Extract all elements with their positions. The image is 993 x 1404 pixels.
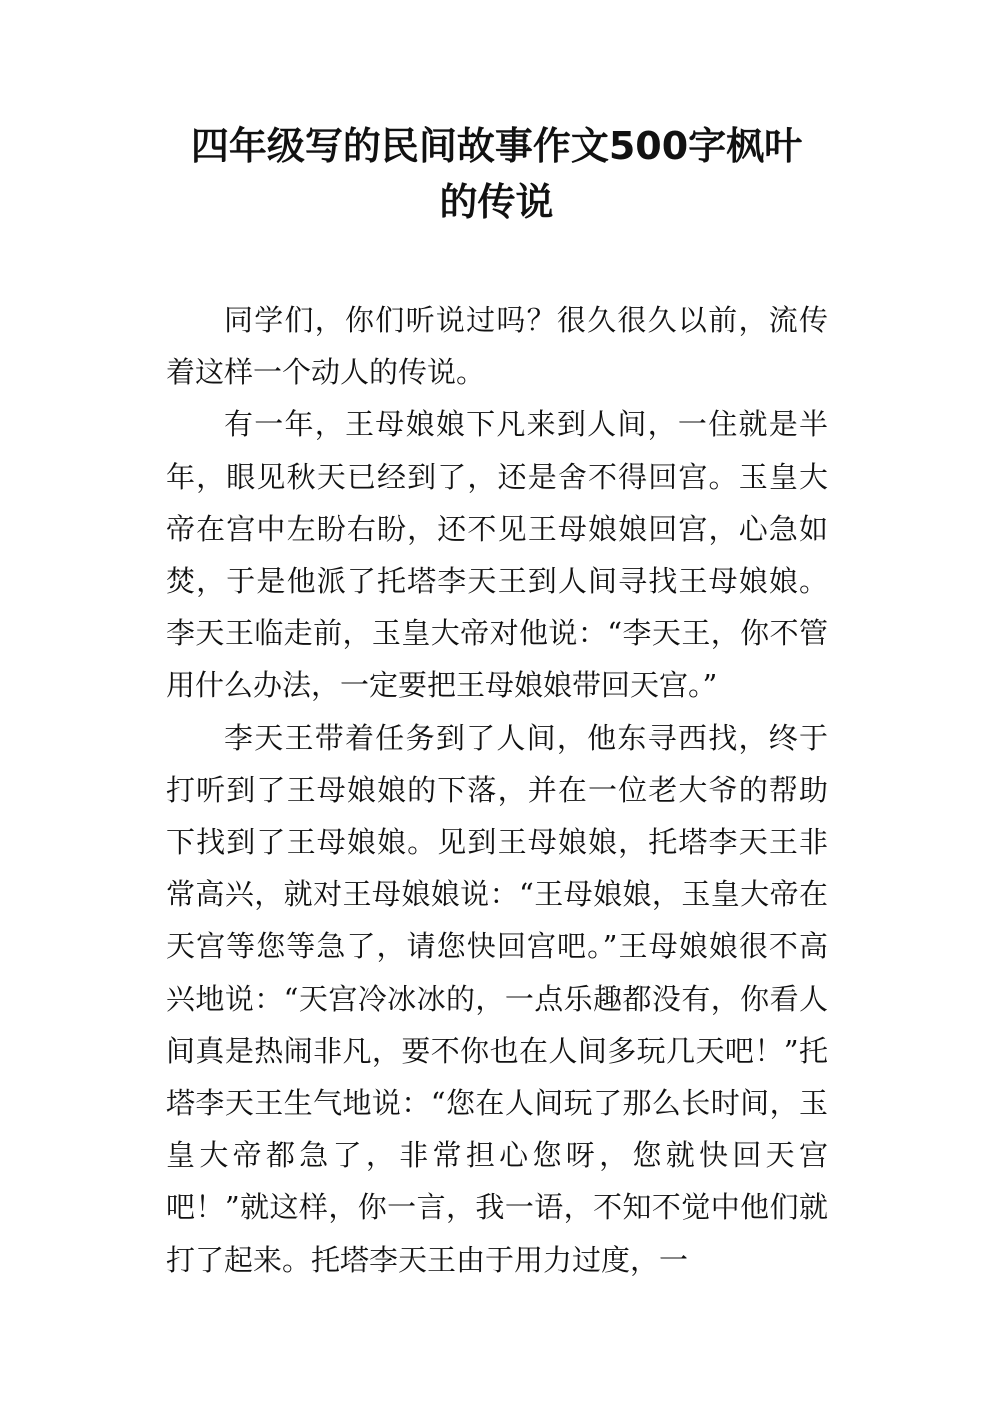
paragraph-3: 李天王带着任务到了人间，他东寻西找，终于打听到了王母娘娘的下落，并在一位老大爷的帮助下找到了王母娘娘。见到王母娘娘，托塔李天王非常高兴，就对王母娘娘说：“王母娘娘，玉皇大帝在天宫等您等急了，请您快回宫吧。”王母娘娘很不高兴地说：“天宫冷冰冰的，一点乐趣都没有，你看人间真是热闹非凡，要不你也在人间多玩几天吧！”托塔李天王生气地说：“您在人间玩了那么长时间，玉皇大帝都急了，非常担心您呀，您就快回天宫吧！”就这样，你一言，我一语，不知不觉中他们就打了起来。托塔李天王由于用力过度，一 [166,720,828,1277]
title-line-2: 的传说 [439,180,554,224]
paragraph-1: 同学们，你们听说过吗？很久很久以前，流传着这样一个动人的传说。 [166,303,828,390]
paragraph-2: 有一年，王母娘娘下凡来到人间，一住就是半年，眼见秋天已经到了，还是舍不得回宫。玉皇大帝在宫中左盼右盼，还不见王母娘娘回宫，心急如焚，于是他派了托塔李天王到人间寻找王母娘娘。李天王临走前，玉皇大帝对他说：“李天王，你不管用什么办法，一定要把王母娘娘带回天宫。” [166,407,828,703]
title-line-1: 四年级写的民间故事作文500字枫叶 [190,124,803,168]
document-title [150,118,843,230]
document-body [166,294,828,1286]
